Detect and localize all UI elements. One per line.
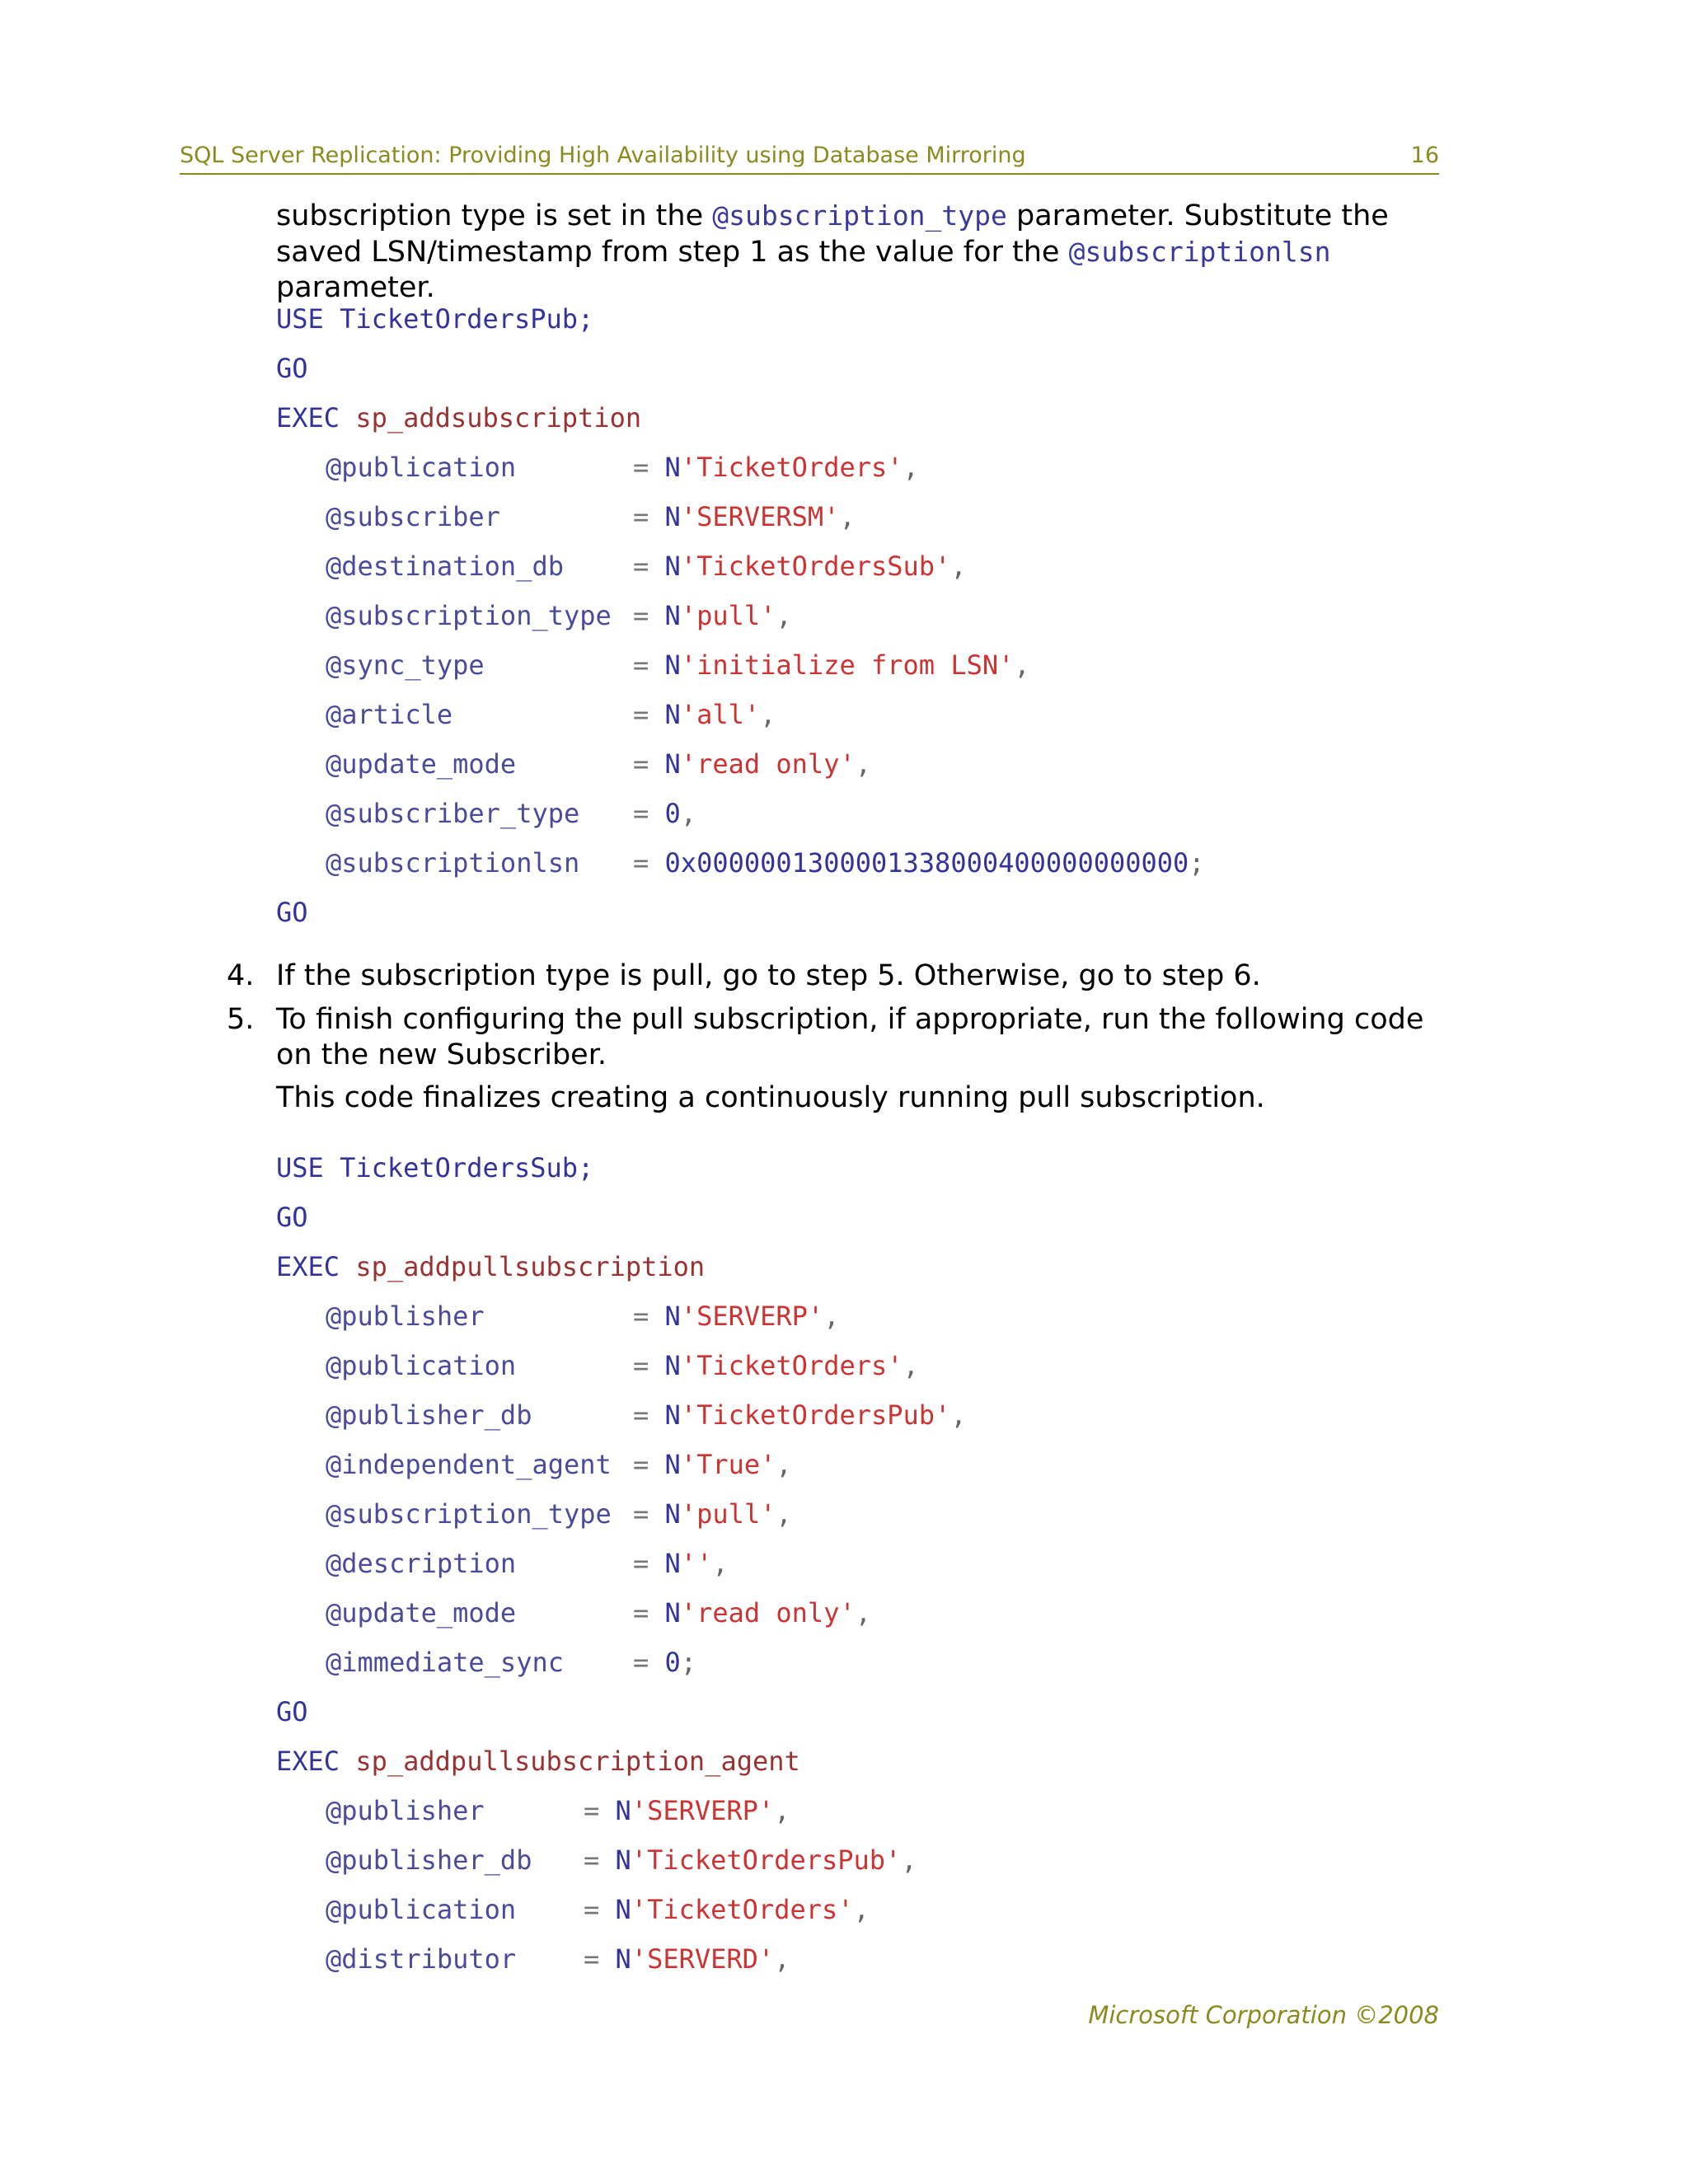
code-param-line	[276, 1934, 1447, 1984]
page-header	[180, 140, 1439, 175]
param-name: @publisher	[326, 1795, 485, 1826]
code-param-line	[276, 838, 1447, 888]
param-value: = N'SERVERD',	[584, 1943, 790, 1975]
param-value: = N'pull',	[633, 600, 792, 631]
param-name: @publication	[326, 452, 517, 483]
code-param-line	[276, 640, 1447, 690]
param-value: = N'TicketOrders',	[633, 452, 919, 483]
param-name: @publisher_db	[326, 1844, 532, 1876]
param-value: = N'TicketOrdersPub',	[633, 1399, 967, 1431]
param-name: @publisher	[326, 1301, 485, 1332]
param-value: = N'all',	[633, 699, 776, 730]
code-param-line	[276, 443, 1447, 492]
param-name: @subscriptionlsn	[326, 847, 580, 879]
code-param-line	[276, 1440, 1447, 1489]
param-value: = 0,	[633, 798, 697, 829]
intro-text-2: parameter. Substitute the saved LSN/timestamp from step 1 as the value for the	[276, 199, 1389, 269]
param-value: = N'',	[633, 1548, 729, 1579]
code-param-line	[276, 690, 1447, 739]
code-param-line	[276, 1291, 1447, 1341]
param-name: @immediate_sync	[326, 1647, 564, 1678]
intro-text-1: subscription type is set in the	[276, 199, 713, 232]
code-line-go: GO	[276, 1202, 308, 1233]
step-text: To finish configuring the pull subscription, if appropriate, run the following code on the new Subscriber.	[276, 1003, 1424, 1071]
param-value: = N'SERVERP',	[633, 1301, 840, 1332]
param-name: @sync_type	[326, 649, 485, 681]
param-name: @subscriber	[326, 501, 500, 532]
param-name: @update_mode	[326, 1597, 517, 1629]
param-value: = N'True',	[633, 1449, 792, 1480]
param-name: @publication	[326, 1350, 517, 1381]
code1-params	[276, 443, 1447, 888]
step-5-note: This code finalizes creating a continuously running pull subscription.	[276, 1081, 1265, 1114]
param-name: @publisher_db	[326, 1399, 532, 1431]
inline-code-subscription-type: @subscription_type	[712, 199, 1007, 232]
param-value: = N'read only',	[633, 1597, 871, 1629]
page-footer: Microsoft Corporation ©2008	[1088, 2001, 1439, 2029]
param-name: @distributor	[326, 1943, 517, 1975]
code-line-exec: EXEC sp_addsubscription	[276, 402, 642, 434]
code-param-line	[276, 591, 1447, 640]
code-line-use: USE TicketOrdersSub;	[276, 1152, 594, 1183]
param-value: = N'initialize from LSN',	[633, 649, 1030, 681]
param-value: = N'TicketOrders',	[584, 1894, 870, 1925]
param-name: @destination_db	[326, 551, 564, 582]
param-value: = N'TicketOrdersPub',	[584, 1844, 917, 1876]
param-name: @description	[326, 1548, 517, 1579]
intro-text-3: parameter.	[276, 271, 435, 304]
code-param-line	[276, 1489, 1447, 1539]
step-text: If the subscription type is pull, go to step 5. Otherwise, go to step 6.	[276, 959, 1261, 992]
param-name: @publication	[326, 1894, 517, 1925]
code-param-line	[276, 1835, 1447, 1885]
param-value: = N'read only',	[633, 748, 871, 780]
document-title: SQL Server Replication: Providing High Availability using Database Mirroring	[180, 143, 1026, 168]
code-param-line	[276, 739, 1447, 789]
code-param-line	[276, 1390, 1447, 1440]
code-block-addsubscription	[276, 294, 1447, 937]
code-line-exec: EXEC sp_addpullsubscription	[276, 1251, 706, 1282]
inline-code-subscriptionlsn: @subscriptionlsn	[1068, 236, 1331, 268]
code-block-addpullsubscription	[276, 1143, 1447, 1984]
code-param-line	[276, 1539, 1447, 1588]
code-param-line	[276, 1588, 1447, 1638]
code-line-use: USE TicketOrdersPub;	[276, 303, 594, 335]
code-param-line	[276, 492, 1447, 541]
code-line-go: GO	[276, 353, 308, 384]
param-value: = N'TicketOrders',	[633, 1350, 919, 1381]
param-value: = 0;	[633, 1647, 697, 1678]
param-value: = 0x0000001300001338000400000000000;	[633, 847, 1205, 879]
code-param-line	[276, 1638, 1447, 1687]
param-name: @update_mode	[326, 748, 517, 780]
page-number: 16	[1410, 143, 1439, 168]
param-name: @article	[326, 699, 453, 730]
step-number: 5.	[227, 1003, 255, 1036]
code-param-line	[276, 1341, 1447, 1390]
code2-params	[276, 1291, 1447, 1687]
param-name: @subscriber_type	[326, 798, 580, 829]
param-value: = N'SERVERP',	[584, 1795, 790, 1826]
code-param-line	[276, 541, 1447, 591]
code-param-line	[276, 1885, 1447, 1934]
code-param-line	[276, 789, 1447, 838]
param-name: @independent_agent	[326, 1449, 612, 1480]
param-value: = N'TicketOrdersSub',	[633, 551, 967, 582]
param-value: = N'SERVERSM',	[633, 501, 856, 532]
code-line-exec-2: EXEC sp_addpullsubscription_agent	[276, 1746, 800, 1777]
code2-params-agent	[276, 1786, 1447, 1984]
param-name: @subscription_type	[326, 600, 612, 631]
step-number: 4.	[227, 959, 255, 992]
intro-paragraph	[276, 198, 1447, 306]
code-line-go-end: GO	[276, 897, 308, 928]
code-line-go-2: GO	[276, 1696, 308, 1727]
code-param-line	[276, 1786, 1447, 1835]
param-value: = N'pull',	[633, 1498, 792, 1530]
param-name: @subscription_type	[326, 1498, 612, 1530]
